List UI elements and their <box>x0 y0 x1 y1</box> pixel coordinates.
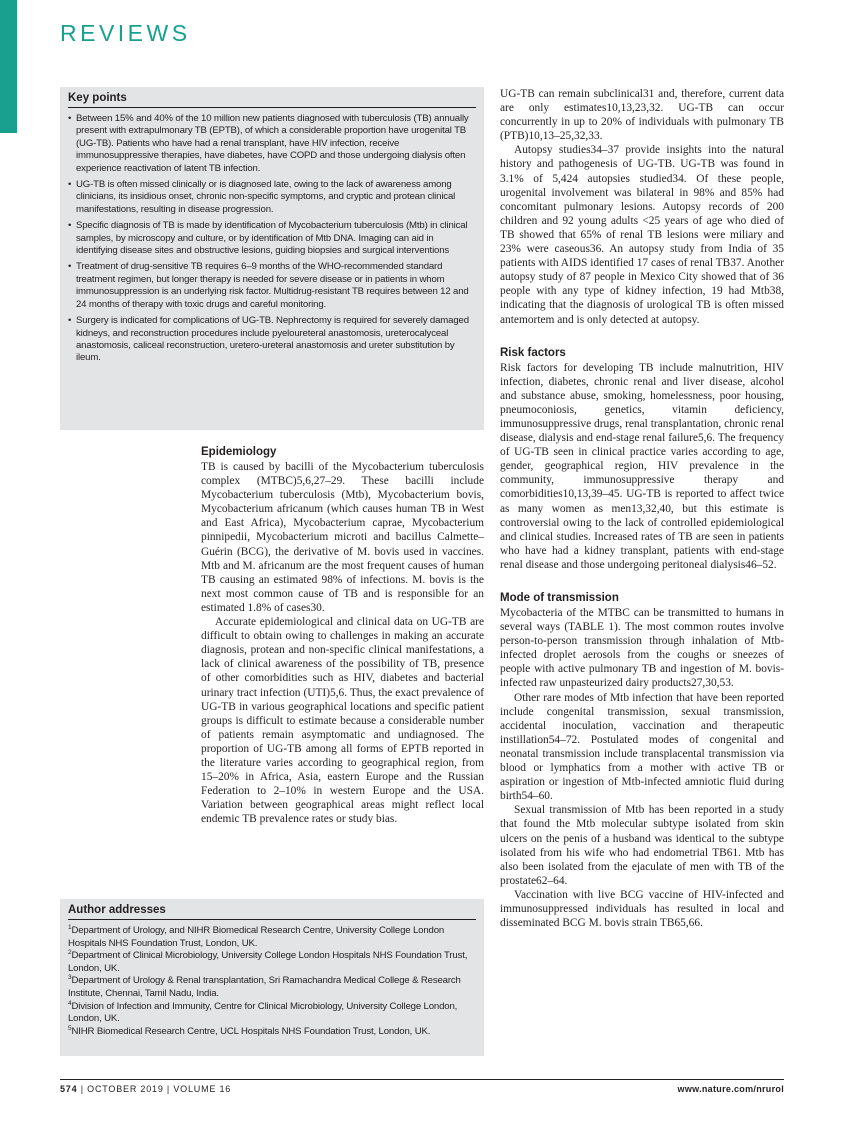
footer-issue-info: 574 | OCTOBER 2019 | VOLUME 16 <box>60 1084 232 1094</box>
key-point-item: • Between 15% and 40% of the 10 million new patients diagnosed with tuberculosis (TB) annually present with extrapulmonary TB (EPTB), of which a considerable proportion have urogenital TB (UG-TB). Patients who have had a renal transplant, have HIV infection, receive immunosuppressive therapies, have diabetes, have COPD and those undergoing dialysis often experience reactivation of latent TB infection. <box>68 113 476 175</box>
epidemiology-heading: Epidemiology <box>201 446 277 458</box>
risk-factors-heading: Risk factors <box>500 346 566 359</box>
author-addresses-box <box>60 899 484 1056</box>
body-paragraph: Risk factors for developing TB include malnutrition, HIV infection, diabetes, chronic renal and liver disease, alcohol and substance abuse, smoking, homelessness, poor housing, pneumoconiosis, genetics, vitamin deficiency, immunosuppressive drugs, renal transplantation, chronic renal disease, dialysis and end-stage renal failure5,6. The frequency of UG-TB seen in clinical practice varies according to age, gender, geographical region, HIV prevalence in the community, immunosuppressive therapy and comorbidities10,13,39–45. UG-TB is reported to affect twice as many women as men13,32,40, but this estimate is controversial owing to the lack of controlled epidemiological and clinical studies. Increased rates of TB are seen in patients who have had a kidney transplant, patients with end-stage renal disease and those undergoing peritoneal dialysis46–52. <box>500 361 784 571</box>
body-paragraph: UG-TB can remain subclinical31 and, therefore, current data are only estimates10,13,23,32. UG-TB can occur concurrently in up to 20% of individuals with pulmonary TB (PTB)10,13–25,32,33. <box>500 88 784 143</box>
body-paragraph: Vaccination with live BCG vaccine of HIV-infected and immunosuppressed individuals has resulted in local and disseminated BCG M. bovis strain TB65,66. <box>500 888 784 930</box>
epidemiology-section <box>201 445 484 826</box>
epidemiology-paragraph-1: TB is caused by bacilli of the Mycobacterium tuberculosis complex (MTBC)5,6,27–29. These bacilli include Mycobacterium tuberculosis (Mtb), Mycobacterium bovis, Mycobacterium africanum (which causes human TB in West and East Africa), Mycobacterium caprae, Mycobacterium pinnipedii, Mycobacterium microti and bacillus Calmette–Guérin (BCG), the derivative of M. bovis used in vaccines. Mtb and M. africanum are the most frequent causes of human TB causing an estimated 98% of infections. M. bovis is the next most common cause of TB and is responsible for an estimated 1.8% of cases30. <box>201 461 484 614</box>
address-item: $^2$Department of Clinical Microbiology, University College London Hospitals NHS Foundation Trust, London, UK. <box>68 949 468 974</box>
address-item: $^3$Department of Urology & Renal transplantation, Sri Ramachandra Medical College & Research Institute, Chennai, Tamil Nadu, India. <box>68 974 461 999</box>
key-point-item: • Specific diagnosis of TB is made by identification of Mycobacterium tuberculosis (Mtb) in clinical samples, by microscopy and culture, or by identification of Mtb DNA. Imaging can aid in identifying disease sites and obstructive lesions, guiding biopsies and surgical interventions <box>68 220 476 257</box>
address-item: $^4$Division of Infection and Immunity, Centre for Clinical Microbiology, University College London, London, UK. <box>68 999 458 1025</box>
page-number: 574 <box>60 1084 78 1094</box>
address-item: $^1$Department of Urology, and NIHR Biomedical Research Centre, University College London Hospitals NHS Foundation Trust, London, UK. <box>68 923 445 949</box>
body-paragraph: Sexual transmission of Mtb has been reported in a study that found the Mtb molecular subtype isolated from skin ulcers on the penis of a husband was identical to the subtype isolated from his wife who had endometrial TB61. Mtb has also been isolated from the ejaculate of men with TB of the prostate62–64. <box>500 804 784 887</box>
body-paragraph: Autopsy studies34–37 provide insights into the natural history and pathogenesis of UG-TB. UG-TB was found in 3.1% of 5,424 autopsies studied34. Of these people, urogenital involvement was bilateral in 98% and 85% had concomitant pulmonary lesions. Autopsy records of 200 children and 92 young adults <25 years of age who died of TB showed that 65% of renal TB lesions were miliary and 23% were caseous36. An autopsy study from India of 35 patients with AIDS identified 17 cases of renal TB37. Another autopsy study of 87 people in Mexico City showed that of 36 people with any type of kidney infection, 19 had Mtb38, indicating that the diagnosis of urological TB is often missed antemortem and is only detected at autopsy. <box>500 144 784 326</box>
journal-url[interactable]: www.nature.com/nrurol <box>677 1084 784 1094</box>
key-points-box <box>60 87 484 430</box>
section-tab-marker <box>0 0 17 133</box>
footer-divider <box>60 1079 784 1080</box>
epidemiology-paragraph-2: Accurate epidemiological and clinical data on UG-TB are difficult to obtain owing to challenges in making an accurate diagnosis, protean and non-specific clinical manifestations, a lack of clinical awareness of the possibility of TB, presence of other comorbidities such as HIV, diabetes and bacterial urinary tract infection (UTI)5,6. Thus, the exact prevalence of UG-TB in various geographical locations and specific patient groups is difficult to estimate because a considerable number of patients remain asymptomatic and undiagnosed. The proportion of UG-TB among all forms of EPTB reported in the literature varies according to geographical region, from 15–20% in Africa, Asia, eastern Europe and the Russian Federation to 2–10% in western Europe and the USA. Variation between geographical areas might reflect local endemic TB prevalence rates or study bias. <box>201 616 484 826</box>
key-points-list <box>68 113 476 365</box>
author-addresses-list <box>68 925 476 1038</box>
author-addresses-heading: Author addresses <box>68 904 476 920</box>
body-paragraph: Other rare modes of Mtb infection that have been reported include congenital transmission, sexual transmission, accidental inoculation, vaccination and therapeutic instillation54–72. Postulated modes of congenital and neonatal transmission include transplacental transmission via blood or lymphatics from a mother with active TB or aspiration or ingestion of Mtb-infected amniotic fluid during birth54–60. <box>500 691 784 803</box>
section-title: REVIEWS <box>60 20 191 46</box>
right-column <box>500 87 784 930</box>
body-paragraph: Mycobacteria of the MTBC can be transmitted to humans in several ways (TABLE 1). The most common routes involve person-to-person transmission through inhalation of Mtb-infected droplet aerosols from the coughs or sneezes of people with active pulmonary TB and ingestion of M. bovis-infected raw unpasteurized dairy products27,30,53. <box>500 607 784 690</box>
key-points-heading: Key points <box>68 92 476 108</box>
key-point-item: • Surgery is indicated for complications of UG-TB. Nephrectomy is required for severely damaged kidneys, and reconstruction procedures include pyeloureteral anastomosis, ureterocalyceal anastomosis, caliceal reconstruction, uretero-ureteral anastomosis and ureter substitution by ileum. <box>68 315 476 365</box>
address-item: $^5$NIHR Biomedical Research Centre, UCL Hospitals NHS Foundation Trust, London, UK. <box>68 1024 431 1037</box>
mode-of-transmission-heading: Mode of transmission <box>500 592 619 604</box>
key-point-item: • Treatment of drug-sensitive TB requires 6–9 months of the WHO-recommended standard treatment regimen, but longer therapy is needed for severe disease or in patients in whom immunosuppression is an underlying risk factor. Multidrug-resistant TB requires between 12 and 24 months of therapy with toxic drugs and careful monitoring. <box>68 261 476 311</box>
key-point-item: • UG-TB is often missed clinically or is diagnosed late, owing to the lack of awareness among clinicians, its insidious onset, chronic non-specific symptoms, and cryptic and protean clinical manifestations, resulting in disease progression. <box>68 179 476 216</box>
issue-label: OCTOBER 2019 | VOLUME 16 <box>87 1084 232 1094</box>
